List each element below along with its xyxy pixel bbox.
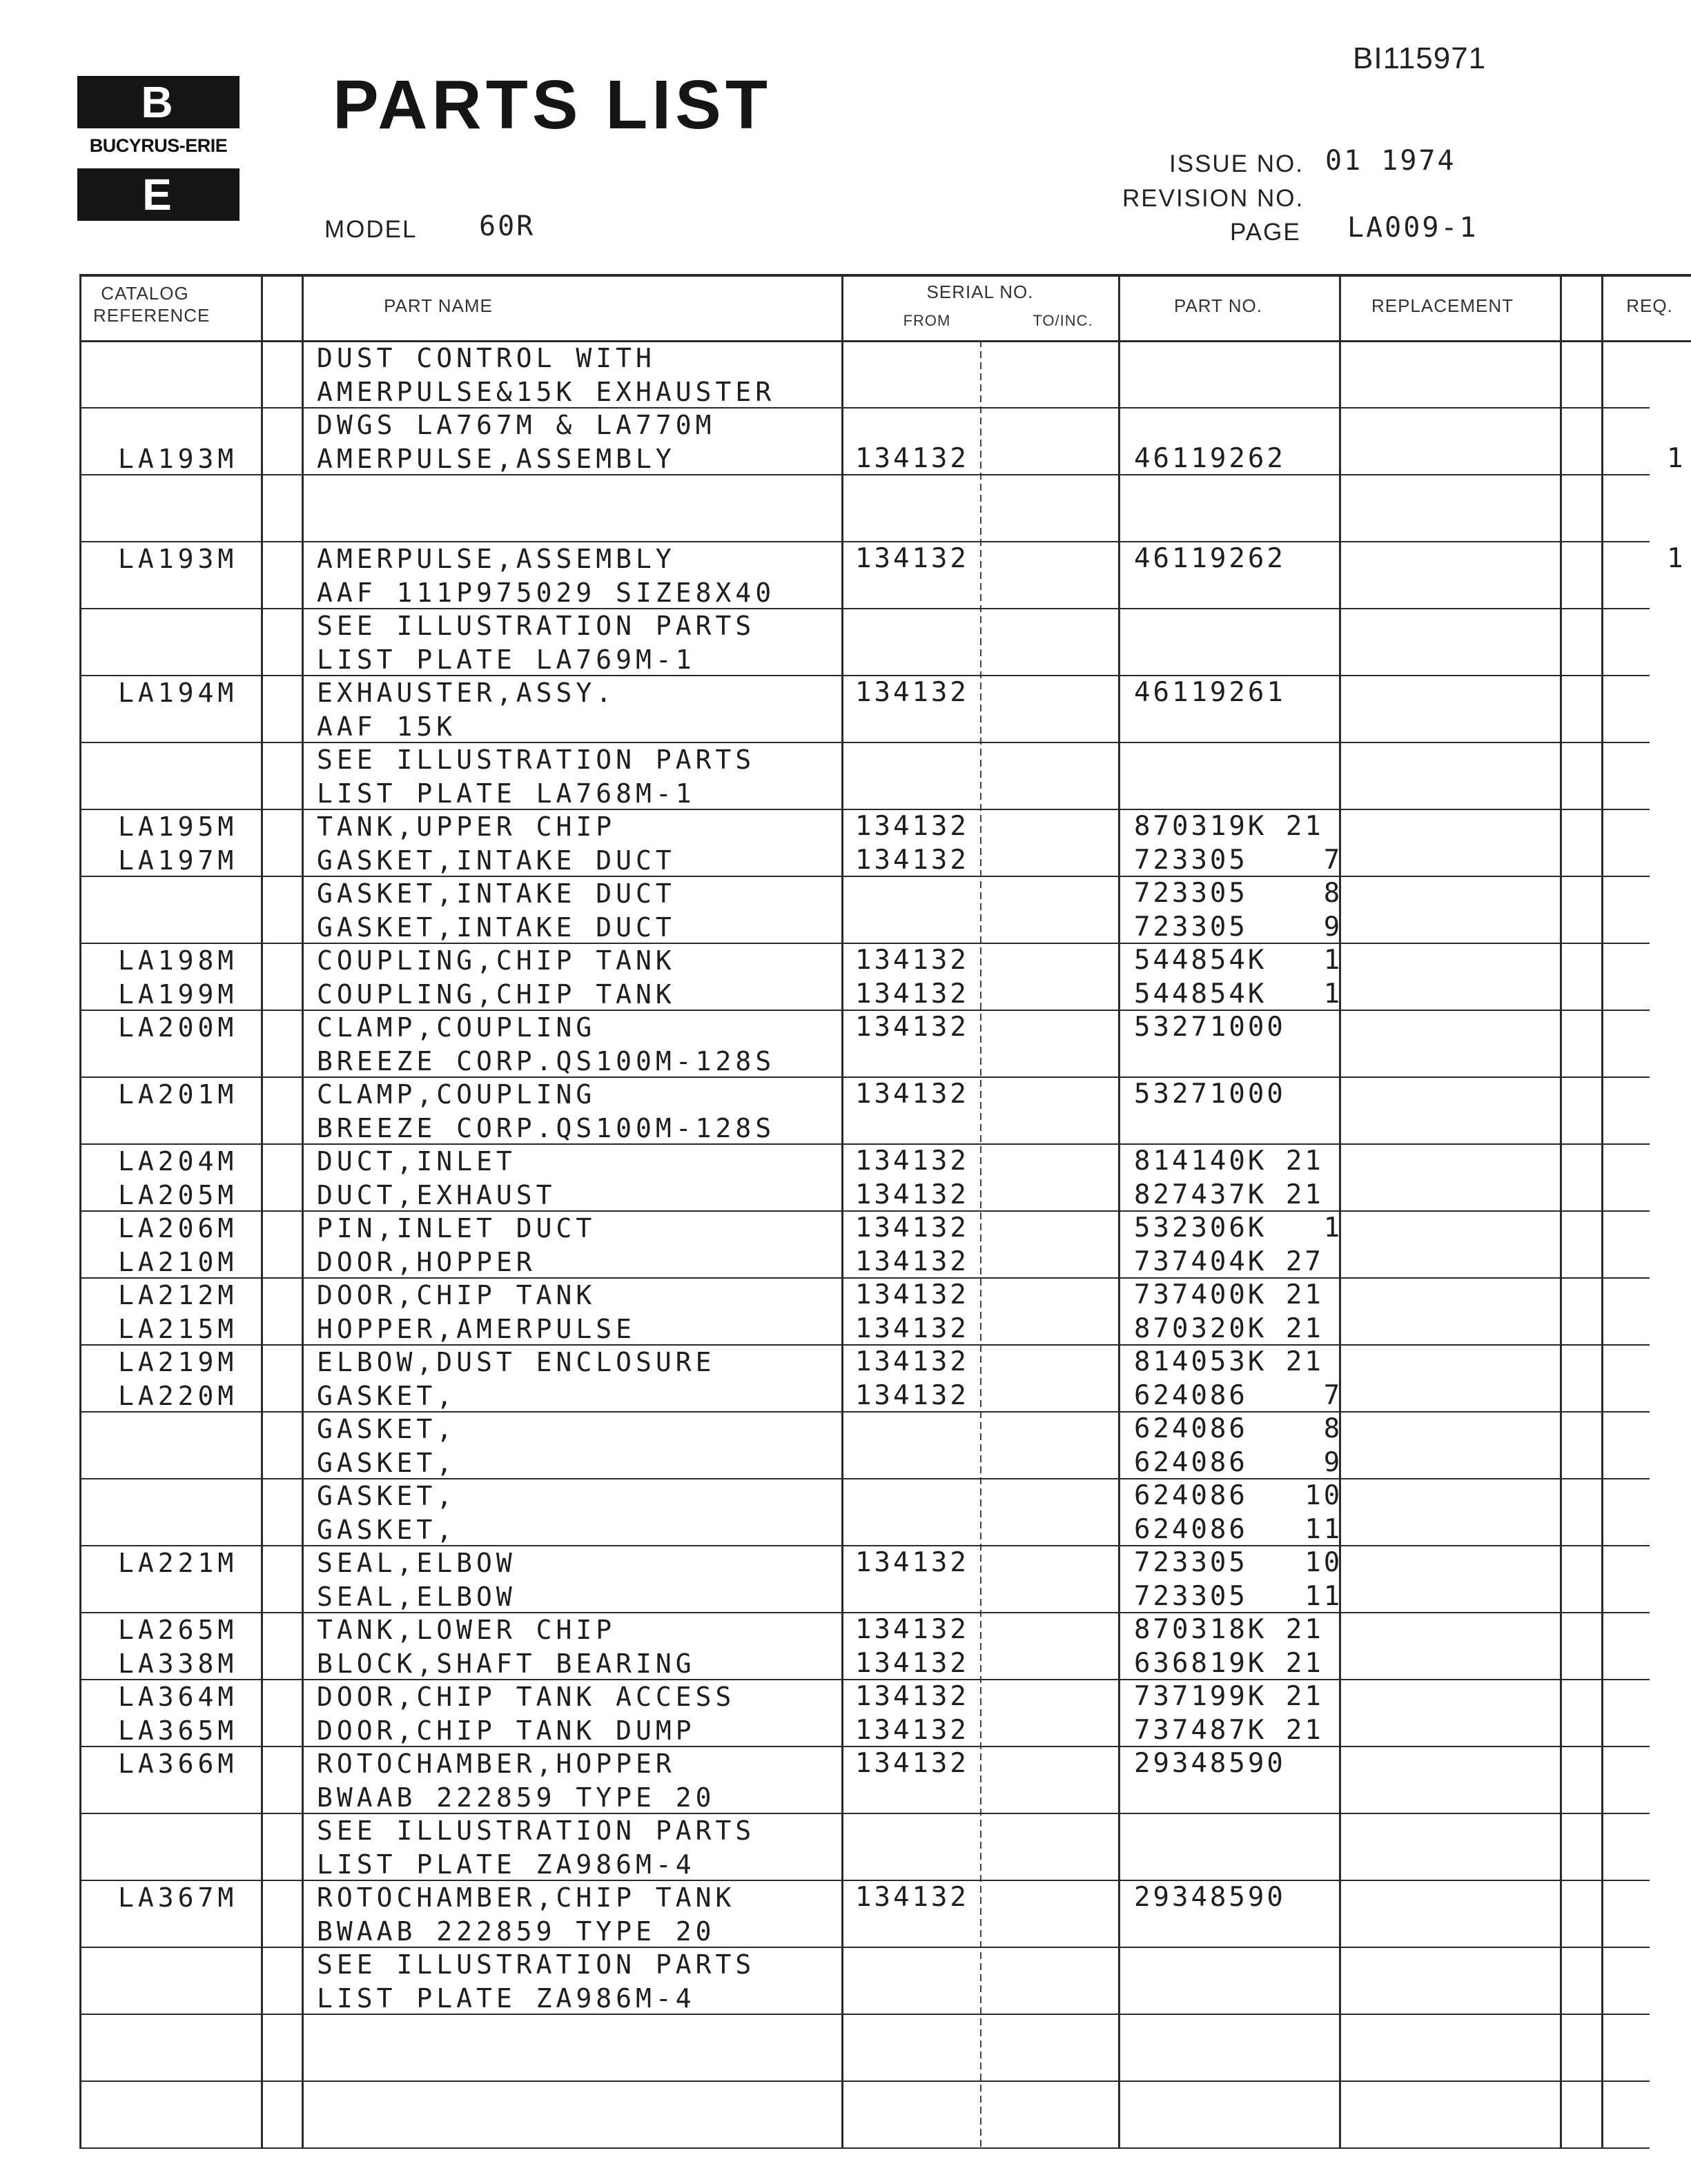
part-name-cell: GASKET, <box>317 1514 457 1545</box>
part-number-cell: 624086 9 <box>1134 1446 1343 1478</box>
col-header-part-no: PART NO. <box>1174 295 1262 316</box>
catalog-reference-cell: LA201M <box>118 1079 238 1110</box>
document-id: BI115971 <box>1353 41 1487 75</box>
issue-value: 01 1974 <box>1325 145 1456 177</box>
part-name-cell: EXHAUSTER,ASSY. <box>317 678 616 708</box>
part-name-cell: DUCT,INLET <box>317 1146 516 1177</box>
part-name-cell: AAF 15K <box>317 711 457 742</box>
serial-from-cell: 134132 <box>855 978 969 1010</box>
part-name-cell: BREEZE CORP.QS100M-128S <box>317 1045 776 1076</box>
part-number-cell: 624086 8 <box>1134 1413 1343 1444</box>
part-number-cell: 53271000 <box>1134 1079 1286 1110</box>
column-divider <box>980 340 981 2147</box>
part-number-cell: 870319K 21 <box>1134 811 1324 842</box>
part-name-cell: TANK,LOWER CHIP <box>317 1615 616 1645</box>
page-number: LA009-1 <box>1347 212 1478 244</box>
part-number-cell: 46119262 <box>1134 442 1286 474</box>
serial-from-cell: 134132 <box>855 543 969 574</box>
part-name-cell: DOOR,CHIP TANK ACCESS <box>317 1682 736 1712</box>
catalog-reference-cell: LA366M <box>118 1749 238 1779</box>
part-name-cell: CLAMP,COUPLING <box>317 1012 596 1043</box>
part-number-cell: 870318K 21 <box>1134 1614 1324 1645</box>
req-quantity-cell: 1 <box>1667 442 1686 474</box>
part-name-cell: GASKET, <box>317 1414 457 1444</box>
part-name-cell: GASKET, <box>317 1447 457 1478</box>
part-number-cell: 723305 10 <box>1134 1547 1343 1578</box>
catalog-reference-cell: LA364M <box>118 1682 238 1712</box>
part-name-cell: SEE ILLUSTRATION PARTS <box>317 745 756 775</box>
serial-from-cell: 134132 <box>855 1547 969 1578</box>
serial-from-cell: 134132 <box>855 844 969 876</box>
part-name-cell: SEE ILLUSTRATION PARTS <box>317 611 756 641</box>
part-number-cell: 723305 9 <box>1134 911 1343 943</box>
header-rule <box>79 274 1691 277</box>
part-name-cell: DUCT,EXHAUST <box>317 1179 556 1210</box>
part-name-cell: PIN,INLET DUCT <box>317 1213 596 1243</box>
part-name-cell: GASKET,INTAKE DUCT <box>317 878 676 909</box>
catalog-reference-cell: LA367M <box>118 1882 238 1913</box>
part-name-cell: GASKET, <box>317 1481 457 1511</box>
col-header-serial-to: TO/INC. <box>1033 312 1093 329</box>
part-number-cell: 723305 7 <box>1134 844 1343 876</box>
page-title: PARTS LIST <box>333 66 772 144</box>
catalog-reference-cell: LA215M <box>118 1313 238 1344</box>
row-rule <box>79 1478 1650 1479</box>
part-number-cell: 624086 10 <box>1134 1480 1343 1511</box>
serial-from-cell: 134132 <box>855 1346 969 1377</box>
col-header-part-name: PART NAME <box>384 295 493 316</box>
catalog-reference-cell: LA221M <box>118 1548 238 1578</box>
part-number-cell: 29348590 <box>1134 1882 1286 1913</box>
part-name-cell: BREEZE CORP.QS100M-128S <box>317 1112 776 1143</box>
row-rule <box>79 608 1650 609</box>
part-name-cell: SEAL,ELBOW <box>317 1581 516 1612</box>
serial-from-cell: 134132 <box>855 1714 969 1746</box>
part-number-cell: 624086 7 <box>1134 1379 1343 1411</box>
serial-from-cell: 134132 <box>855 1312 969 1344</box>
catalog-reference-cell: LA206M <box>118 1213 238 1243</box>
part-name-cell: HOPPER,AMERPULSE <box>317 1313 636 1344</box>
col-header-req: REQ. <box>1626 295 1673 316</box>
row-rule <box>79 1813 1650 1814</box>
part-name-cell: DWGS LA767M & LA770M <box>317 410 716 440</box>
part-name-cell: COUPLING,CHIP TANK <box>317 945 676 976</box>
row-rule <box>79 2080 1650 2082</box>
part-number-cell: 636819K 21 <box>1134 1647 1324 1679</box>
part-number-cell: 723305 11 <box>1134 1580 1343 1612</box>
part-name-cell: LIST PLATE LA768M-1 <box>317 778 696 809</box>
catalog-reference-cell: LA195M <box>118 811 238 842</box>
logo-company-name: BUCYRUS-ERIE <box>89 135 228 156</box>
model-value: 60R <box>479 210 536 242</box>
logo-b-block: B <box>77 76 240 128</box>
part-number-cell: 737199K 21 <box>1134 1681 1324 1712</box>
part-number-cell: 544854K 1 <box>1134 978 1343 1010</box>
col-header-catalog-reference: CATALOG REFERENCE <box>93 283 211 326</box>
serial-from-cell: 134132 <box>855 1882 969 1913</box>
part-number-cell: 624086 11 <box>1134 1513 1343 1545</box>
serial-from-cell: 134132 <box>855 1614 969 1645</box>
col-header-serial-no: SERIAL NO. <box>926 282 1034 302</box>
part-name-cell: AMERPULSE,ASSEMBLY <box>317 544 676 574</box>
serial-from-cell: 134132 <box>855 677 969 708</box>
issue-label: ISSUE NO. <box>1169 150 1304 177</box>
catalog-reference-cell: LA197M <box>118 845 238 876</box>
col-header-replacement: REPLACEMENT <box>1371 295 1514 316</box>
serial-from-cell: 134132 <box>855 1012 969 1043</box>
part-number-cell: 53271000 <box>1134 1012 1286 1043</box>
serial-from-cell: 134132 <box>855 1246 969 1277</box>
part-number-cell: 29348590 <box>1134 1748 1286 1779</box>
part-name-cell: GASKET,INTAKE DUCT <box>317 912 676 943</box>
part-name-cell: SEE ILLUSTRATION PARTS <box>317 1949 756 1980</box>
part-name-cell: LIST PLATE LA769M-1 <box>317 644 696 675</box>
part-name-cell: LIST PLATE ZA986M-4 <box>317 1983 696 2014</box>
catalog-reference-cell: LA194M <box>118 678 238 708</box>
part-name-cell: ELBOW,DUST ENCLOSURE <box>317 1347 716 1377</box>
part-name-cell: AMERPULSE,ASSEMBLY <box>317 443 676 474</box>
part-number-cell: 532306K 1 <box>1134 1212 1343 1243</box>
part-name-cell: ROTOCHAMBER,HOPPER <box>317 1749 676 1779</box>
serial-from-cell: 134132 <box>855 442 969 474</box>
catalog-reference-cell: LA198M <box>118 945 238 976</box>
serial-from-cell: 134132 <box>855 811 969 842</box>
row-rule <box>79 2147 1650 2149</box>
part-name-cell: BWAAB 222859 TYPE 20 <box>317 1782 716 1813</box>
bucyrus-erie-logo <box>77 76 240 221</box>
serial-from-cell: 134132 <box>855 1748 969 1779</box>
catalog-reference-cell: LA200M <box>118 1012 238 1043</box>
serial-from-cell: 134132 <box>855 1379 969 1411</box>
catalog-reference-cell: LA193M <box>118 544 238 574</box>
catalog-reference-cell: LA212M <box>118 1280 238 1310</box>
col-header-serial-from: FROM <box>903 312 951 329</box>
part-name-cell: ROTOCHAMBER,CHIP TANK <box>317 1882 736 1913</box>
part-number-cell: 870320K 21 <box>1134 1312 1324 1344</box>
part-name-cell: BWAAB 222859 TYPE 20 <box>317 1916 716 1947</box>
catalog-reference-cell: LA219M <box>118 1347 238 1377</box>
page-label: PAGE <box>1230 219 1301 246</box>
part-name-cell: GASKET, <box>317 1380 457 1411</box>
serial-from-cell: 134132 <box>855 1279 969 1310</box>
catalog-reference-cell: LA204M <box>118 1146 238 1177</box>
part-name-cell: DOOR,CHIP TANK <box>317 1280 596 1310</box>
part-number-cell: 46119261 <box>1134 677 1286 708</box>
part-name-cell: DOOR,CHIP TANK DUMP <box>317 1715 696 1746</box>
part-number-cell: 737404K 27 <box>1134 1246 1324 1277</box>
part-name-cell: DUST CONTROL WITH <box>317 343 656 373</box>
row-rule <box>79 1947 1650 1948</box>
part-name-cell: SEE ILLUSTRATION PARTS <box>317 1816 756 1846</box>
part-number-cell: 737400K 21 <box>1134 1279 1324 1310</box>
part-name-cell: SEAL,ELBOW <box>317 1548 516 1578</box>
part-name-cell: BLOCK,SHAFT BEARING <box>317 1648 696 1679</box>
row-rule <box>79 2014 1650 2015</box>
serial-from-cell: 134132 <box>855 1145 969 1177</box>
serial-from-cell: 134132 <box>855 1681 969 1712</box>
model-label: MODEL <box>324 216 418 243</box>
part-name-cell: DOOR,HOPPER <box>317 1246 536 1277</box>
part-number-cell: 46119262 <box>1134 543 1286 574</box>
catalog-reference-cell: LA199M <box>118 978 238 1010</box>
part-name-cell: TANK,UPPER CHIP <box>317 811 616 842</box>
part-number-cell: 814140K 21 <box>1134 1145 1324 1177</box>
catalog-reference-cell: LA205M <box>118 1179 238 1210</box>
catalog-reference-cell: LA365M <box>118 1715 238 1746</box>
part-name-cell: GASKET,INTAKE DUCT <box>317 845 676 876</box>
serial-from-cell: 134132 <box>855 1212 969 1243</box>
serial-from-cell: 134132 <box>855 1647 969 1679</box>
catalog-reference-cell: LA265M <box>118 1615 238 1645</box>
catalog-reference-cell: LA220M <box>118 1380 238 1411</box>
part-number-cell: 723305 8 <box>1134 878 1343 909</box>
logo-e-block: E <box>77 168 240 221</box>
serial-from-cell: 134132 <box>855 1079 969 1110</box>
part-name-cell: AAF 111P975029 SIZE8X40 <box>317 577 776 608</box>
part-name-cell: LIST PLATE ZA986M-4 <box>317 1849 696 1880</box>
part-name-cell: CLAMP,COUPLING <box>317 1079 596 1110</box>
row-rule <box>79 742 1650 743</box>
part-number-cell: 544854K 1 <box>1134 945 1343 976</box>
catalog-reference-cell: LA193M <box>118 443 238 474</box>
revision-label: REVISION NO. <box>1122 185 1304 212</box>
serial-from-cell: 134132 <box>855 1179 969 1210</box>
part-name-cell: COUPLING,CHIP TANK <box>317 978 676 1010</box>
catalog-reference-cell: LA338M <box>118 1648 238 1679</box>
part-number-cell: 827437K 21 <box>1134 1179 1324 1210</box>
row-rule <box>79 407 1650 409</box>
catalog-reference-cell: LA210M <box>118 1246 238 1277</box>
serial-from-cell: 134132 <box>855 945 969 976</box>
part-number-cell: 737487K 21 <box>1134 1714 1324 1746</box>
part-name-cell: AMERPULSE&15K EXHAUSTER <box>317 376 776 407</box>
req-quantity-cell: 1 <box>1667 543 1686 574</box>
part-number-cell: 814053K 21 <box>1134 1346 1324 1377</box>
